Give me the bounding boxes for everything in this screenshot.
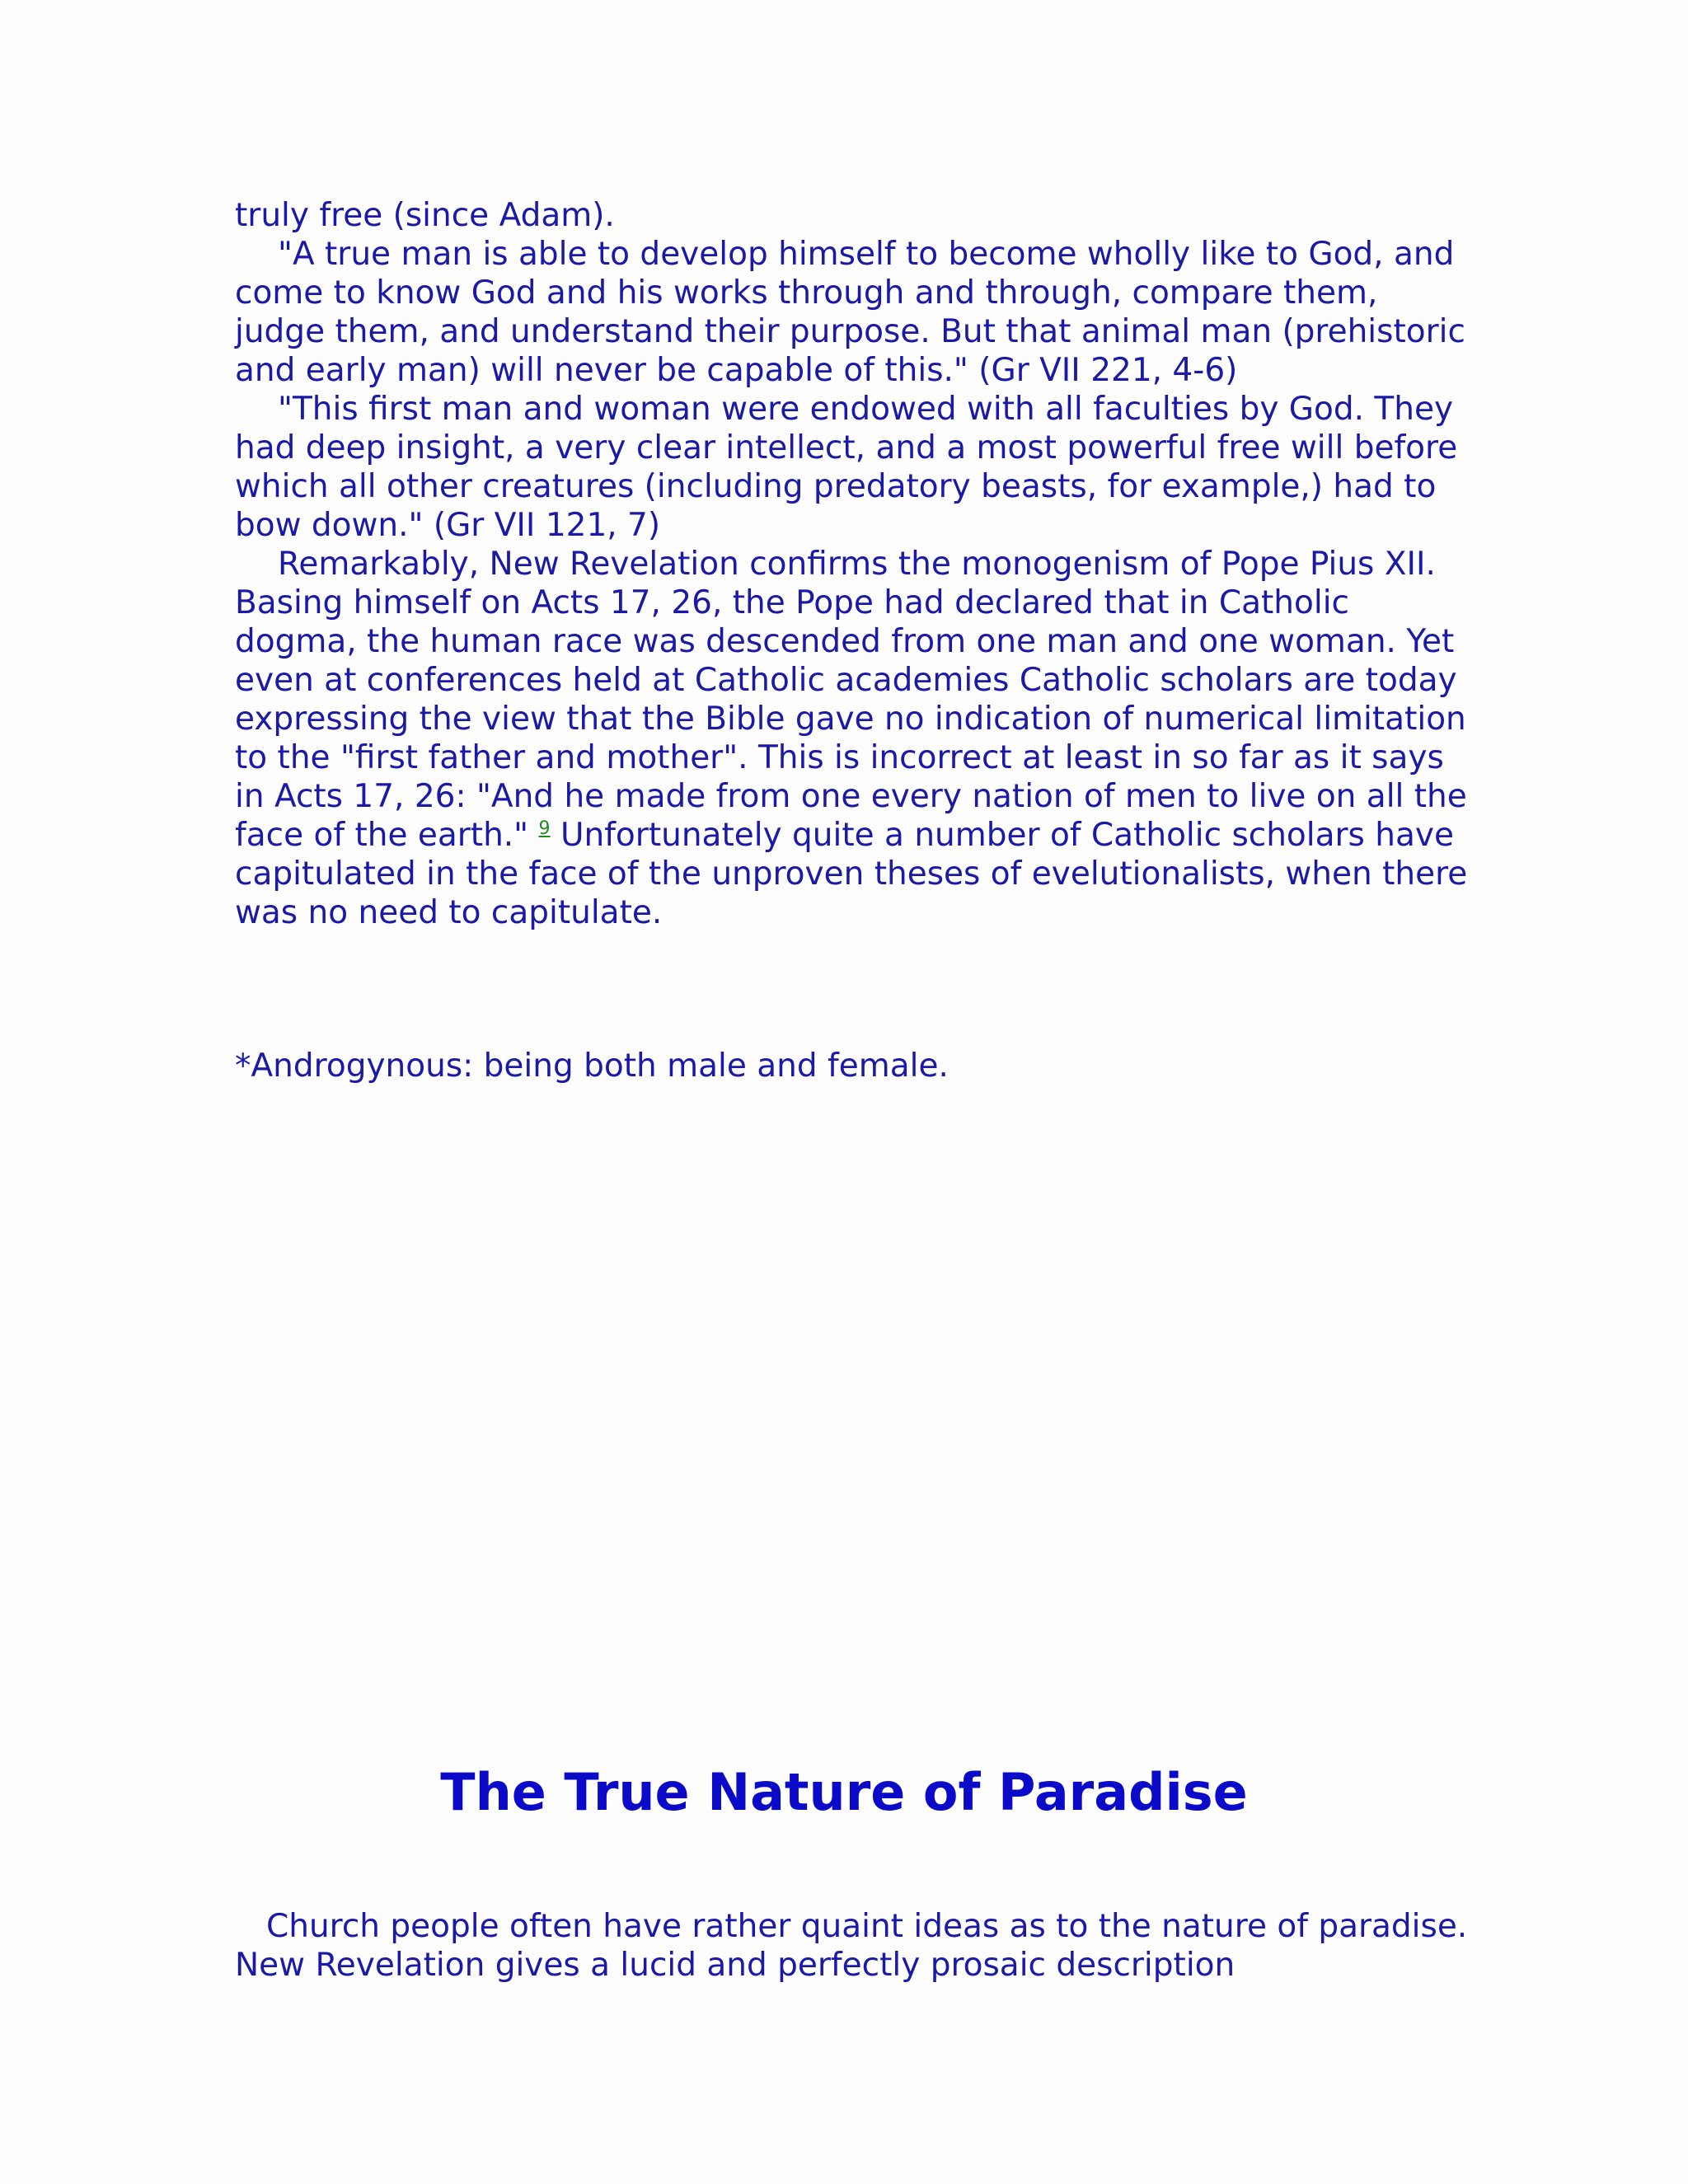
- paragraph-text: Unfortunately quite a number of Catholic scholars have capitulated in the face of the unproven theses of evelutionalists, when there was no need to capitulate.: [235, 817, 1468, 931]
- footnote-reference-link[interactable]: 9: [538, 818, 551, 839]
- chapter-body: [235, 1907, 1471, 1985]
- paragraph-continuation: truly free (since Adam).: [235, 197, 615, 234]
- paragraph-monogenism: [235, 545, 1471, 932]
- paragraph-quote-2: "This first man and woman were endowed with all faculties by God. They had deep insight, a very clear intellect, and a most powerful free will before which all other creatures (including predatory beasts, for example,) had to bow down." (Gr VII 121, 7): [235, 391, 1458, 544]
- paragraph-quote-1: "A true man is able to develop himself to become wholly like to God, and come to know God and his works through and through, compare them, judge them, and understand their purpose. But that animal man (prehistoric and early man) will never be capable of this." (Gr VII 221, 4-6): [235, 236, 1465, 389]
- chapter-heading: The True Nature of Paradise: [440, 1762, 1248, 1822]
- footnote: *Androgynous: being both male and female.: [235, 1047, 949, 1085]
- paragraph-text: Remarkably, New Revelation confirms the monogenism of Pope Pius XII. Basing himself on Acts 17, 26, the Pope had declared that in Catholic dogma, the human race was descended from one man and one woman. Yet even at conferences held at Catholic academies Catholic scholars are today expressing the view that the Bible gave no indication of numerical limitation to the "first father and mother". This is incorrect at least in so far as it says in Acts 17, 26: "And he made from one every nation of men to live on all the face of the earth.": [235, 546, 1467, 854]
- body-text: [235, 196, 1471, 932]
- chapter-intro-paragraph: Church people often have rather quaint ideas as to the nature of paradise. New Revelation gives a lucid and perfectly prosaic description: [235, 1908, 1468, 1984]
